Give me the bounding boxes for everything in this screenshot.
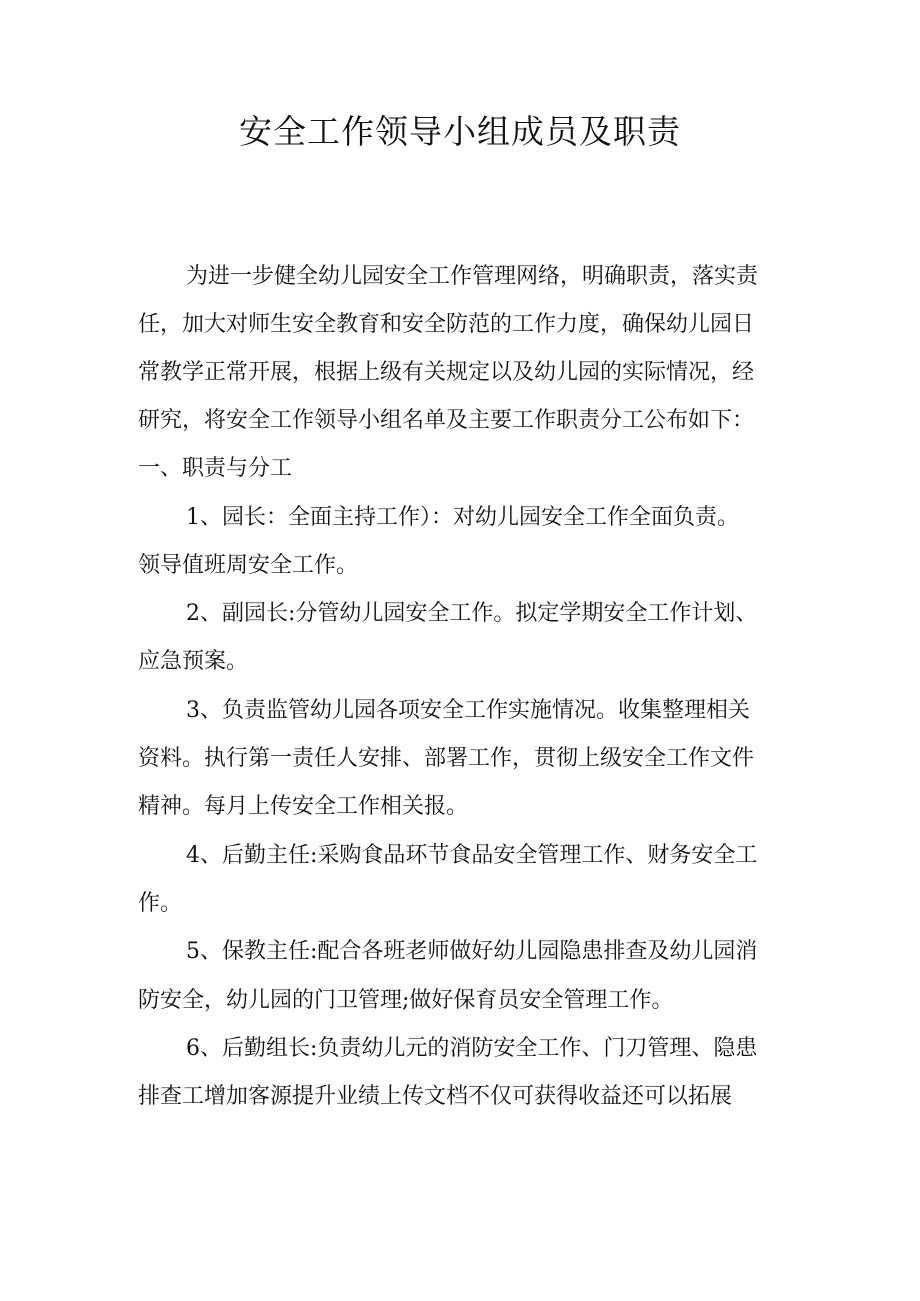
duty-5-line-1: 5、保教主任:配合各班老师做好幼儿园隐患排查及幼儿园消: [186, 939, 758, 964]
duty-2-line-2: 应急预案。: [138, 649, 249, 674]
duty-5-line-2: 防安全，幼儿园的门卫管理;做好保育员安全管理工作。: [138, 988, 674, 1013]
duty-4-line-2: 作。: [138, 891, 183, 916]
document-title: 安全工作领导小组成员及职责: [239, 112, 681, 151]
duty-6-line-1: 6、后勤组长:负责幼儿元的消防安全工作、门刀管理、隐患: [186, 1036, 758, 1061]
section-heading: 一、职责与分工: [138, 456, 293, 481]
duty-3-line-1: 3、负责监管幼儿园各项安全工作实施情况。收集整理相关: [186, 698, 750, 723]
duty-3-line-2: 资料。执行第一责任人安排、部署工作，贯彻上级安全工作文件: [138, 746, 755, 771]
duty-1-line-2: 领导值班周安全工作。: [138, 553, 359, 578]
duty-1-line-1: 1、园长：全面主持工作）：对幼儿园安全工作全面负责。: [186, 505, 739, 530]
intro-line-3: 常教学正常开展，根据上级有关规定以及幼儿园的实际情况，经: [138, 360, 755, 385]
intro-line-1: 为进一步健全幼儿园安全工作管理网络，明确职责，落实责: [186, 264, 759, 289]
intro-line-4: 研究，将安全工作领导小组名单及主要工作职责分工公布如下：: [138, 408, 755, 433]
duty-4-line-1: 4、后勤主任:采购食品环节食品安全管理工作、财务安全工: [186, 843, 758, 868]
duty-6-line-2: 排查工增加客源提升业绩上传文档不仅可获得收益还可以拓展: [138, 1084, 733, 1109]
duty-3-line-3: 精神。每月上传安全工作相关报。: [138, 794, 469, 819]
intro-line-2: 任，加大对师生安全教育和安全防范的工作力度，确保幼儿园日: [138, 312, 755, 337]
duty-2-line-1: 2、副园长:分管幼儿园安全工作。拟定学期安全工作计划、: [186, 601, 758, 626]
